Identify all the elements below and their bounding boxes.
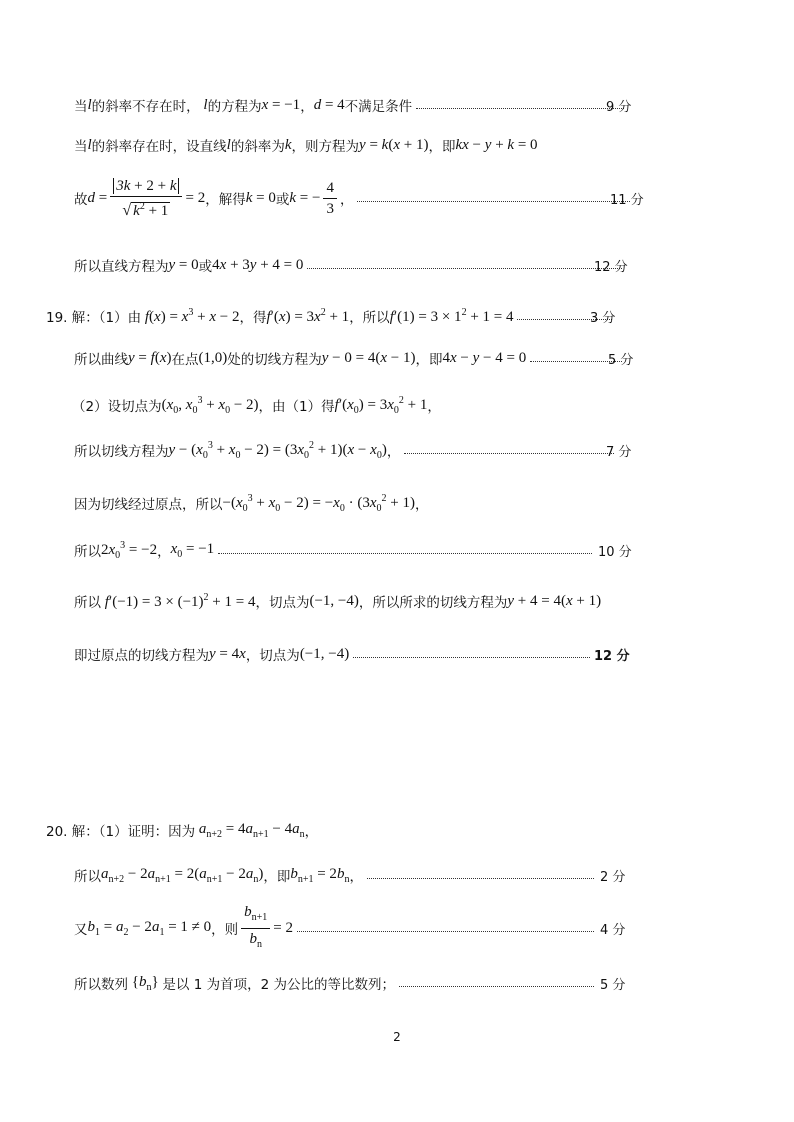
math-eq: = 2	[185, 189, 206, 206]
text: 或	[198, 259, 213, 275]
leader-dots	[353, 657, 590, 658]
q19-line7	[0, 581, 794, 621]
math-k: k = −	[289, 189, 321, 206]
text: ，所以所求的切线方程为	[358, 595, 508, 611]
math-eq: y − 0 = 4(x − 1)	[321, 349, 416, 366]
math-eq: x = −1	[261, 96, 301, 113]
q19-line6	[0, 530, 794, 570]
text: ，即	[428, 139, 456, 155]
leader-dots	[416, 108, 624, 109]
math-eq: $2x_0^3 = -2$	[101, 539, 158, 561]
math-eq: $a_{n+2} = 4a_{n+1} - 4a_n$	[195, 820, 305, 840]
math-eq: y + 4 = 4(x + 1)	[507, 592, 602, 609]
points-label: 5 分	[608, 352, 634, 368]
math-eq: (1,0)	[198, 349, 228, 366]
text: （2）设切点为	[72, 399, 162, 415]
q19-line5	[0, 483, 794, 523]
leader-dots	[404, 453, 614, 454]
math-l: l	[226, 136, 231, 153]
text: ，	[157, 544, 171, 560]
leader-dots	[297, 931, 594, 932]
math-eq: y = f(x)	[128, 349, 172, 366]
text: 当	[74, 99, 88, 115]
q20-line1	[0, 810, 794, 850]
text: ，	[349, 869, 363, 885]
math-eq: (−1, −4)	[309, 592, 359, 609]
math-eq: ($x_0$, $x_0^3 + x_0 - 2$)	[161, 394, 259, 416]
math-eq: $\{b_n\}$	[131, 973, 159, 993]
question-label: 20. 解：（1）证明：因为	[46, 824, 196, 840]
math-eq: (−1, −4)	[299, 645, 350, 662]
text: 所以数列	[74, 977, 128, 993]
math-eq: y = k(x + 1)	[359, 136, 429, 153]
text: ，则	[211, 922, 239, 938]
text: 故	[74, 192, 88, 208]
text: ，	[300, 99, 314, 115]
math-eq: $f'(x_0) = 3x_0^2 + 1$	[334, 394, 428, 416]
text: ，切点为	[255, 595, 310, 611]
text: ，即	[415, 352, 443, 368]
fraction: $\frac{4}{3}$	[323, 178, 337, 219]
math-l: l	[87, 96, 92, 113]
leader-dots	[399, 986, 594, 987]
points-label: 7 分	[606, 444, 632, 460]
points-label: 4 分	[600, 922, 626, 938]
points-label: 12 分	[594, 648, 630, 664]
math-d: d = 4	[313, 96, 345, 113]
points-label: 5 分	[600, 977, 626, 993]
text: 处的切线方程为	[227, 352, 322, 368]
math-eq: $f'(x) = 3x^2 + 1$	[266, 306, 350, 325]
text: 或	[275, 192, 290, 208]
math-k: k	[284, 136, 292, 153]
q19-line4	[0, 430, 794, 470]
math-eq: $-(x_0^3 + x_0 - 2) = -x_0 \cdot (3x_0^2 + 1)$	[222, 492, 415, 514]
page-number: 2	[393, 1030, 401, 1044]
q19-line1	[0, 296, 794, 336]
text: 当	[74, 139, 88, 155]
text: 所以直线方程为	[74, 259, 169, 275]
text: ，所以	[349, 310, 390, 326]
text: 所以	[74, 595, 101, 611]
text: 是以 1 为首项，2 为公比的等比数列；	[162, 977, 395, 993]
points-label: 10 分	[598, 544, 632, 560]
text: ，	[304, 824, 319, 840]
math-eq: kx − y + k = 0	[455, 136, 538, 153]
math-eq: $x_0 = -1$	[170, 540, 215, 560]
text: 的斜率不存在时，	[91, 99, 200, 115]
math-eq: 4x − y − 4 = 0	[442, 349, 527, 366]
text: ，切点为	[245, 648, 300, 664]
line-slope-exists	[0, 125, 794, 165]
fraction: $\frac{b_{n+1}}{b_n}$	[241, 902, 270, 955]
text: ，解得	[205, 192, 246, 208]
line-distance	[0, 168, 794, 228]
points-label: 12 分	[594, 259, 628, 275]
math-eq: $b_1 = a_2 - 2a_1 = 1 \ne 0$	[87, 918, 212, 938]
text: 的方程为	[207, 99, 262, 115]
math-d: d =	[87, 189, 108, 206]
points-label: 9 分	[606, 99, 632, 115]
text: ，得	[239, 310, 267, 326]
text: ，	[427, 399, 441, 415]
text: 所以曲线	[74, 352, 128, 368]
text: ，	[339, 192, 354, 208]
text: ，由（1）得	[258, 399, 335, 415]
leader-dots	[307, 268, 622, 269]
points-label: 2 分	[600, 869, 626, 885]
math-l: l	[87, 136, 92, 153]
math-eq: = 2	[273, 919, 293, 936]
math-eq: $f(x) = x^3 + x - 2$	[141, 306, 240, 325]
q19-line2	[0, 338, 794, 378]
points-label: 11 分	[610, 192, 644, 208]
fraction: $\frac{3k + 2 + k}{√ k^2 + 1}$	[110, 176, 182, 221]
text: ，	[386, 444, 401, 460]
math-eq: $f'(-1) = 3 \times (-1)^2 + 1 = 4$	[101, 591, 256, 610]
math-eq: $f'(1) = 3 \times 1^2 + 1 = 4$	[389, 306, 514, 325]
text: 在点	[171, 352, 199, 368]
leader-dots	[357, 201, 630, 202]
text: 所以	[74, 869, 101, 885]
math-eq: 4x + 3y + 4 = 0	[212, 256, 304, 273]
q19-line3	[0, 385, 794, 425]
text: 即过原点的切线方程为	[74, 648, 209, 664]
leader-dots	[218, 553, 592, 554]
math-eq: y = 0	[168, 256, 199, 273]
question-label: 19. 解：（1）由	[46, 310, 142, 326]
math-eq: $b_{n+1} = 2b_n$	[290, 865, 350, 885]
text: 的斜率为	[230, 139, 285, 155]
q20-line3	[0, 900, 794, 956]
math-l: l	[199, 96, 208, 113]
text: 又	[74, 922, 88, 938]
math-k: k = 0	[245, 189, 276, 206]
q19-line8	[0, 634, 794, 674]
line-conclusion	[0, 245, 794, 285]
math-eq: y = 4x	[209, 645, 246, 662]
q20-line2	[0, 855, 794, 895]
text: ，	[414, 497, 429, 513]
leader-dots	[367, 878, 594, 879]
text: ，即	[263, 869, 291, 885]
text: ，则方程为	[291, 139, 360, 155]
q20-line4	[0, 963, 794, 1003]
text: 不满足条件	[344, 99, 413, 115]
math-eq: $y - (x_0^3 + x_0 - 2) = (3x_0^2 + 1)(x - x_0)$	[168, 439, 387, 461]
points-label: 3 分	[590, 310, 616, 326]
math-eq: $a_{n+2} - 2a_{n+1} = 2(a_{n+1} - 2a_n)$	[101, 865, 264, 885]
line-slope-undefined	[0, 85, 794, 125]
text: 的斜率存在时，设直线	[91, 139, 227, 155]
text: 因为切线经过原点，所以	[74, 497, 223, 513]
text: 所以切线方程为	[74, 444, 169, 460]
text: 所以	[74, 544, 101, 560]
